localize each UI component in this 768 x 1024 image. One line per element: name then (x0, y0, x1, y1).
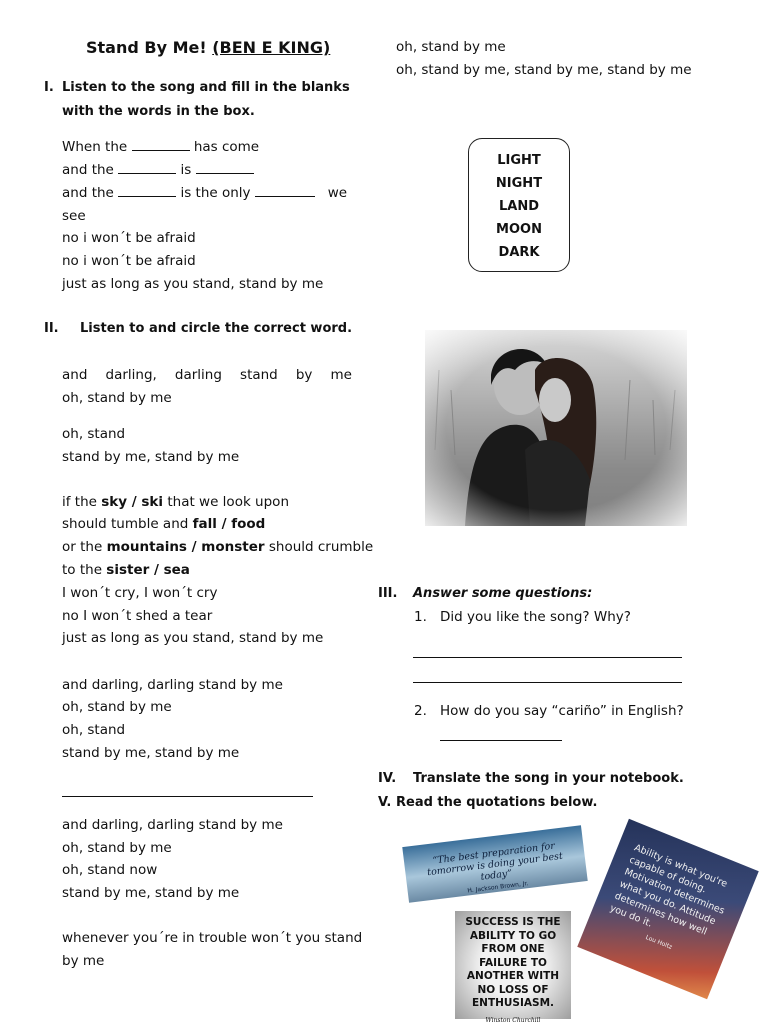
title-artist: (BEN E KING) (212, 38, 331, 57)
lyric-line: whenever you´re in trouble won´t you stand (62, 930, 363, 946)
word-box (468, 138, 570, 272)
couple-photo-image (425, 330, 687, 526)
lyric-line: no I won´t shed a tear (62, 608, 213, 624)
quote-text: Ability is what you're capable of doing. Motivation determines what you do. Attitude determines how well you do it. (608, 842, 729, 938)
lyric-line-choice: should tumble and fall / food (62, 516, 266, 532)
quote-image-preparation (402, 825, 587, 903)
section4-numeral: IV. (378, 771, 397, 786)
question-text: Did you like the song? Why? (440, 609, 631, 625)
answer-line[interactable] (413, 657, 682, 658)
lyric-line: just as long as you stand, stand by me (62, 630, 324, 646)
lyric-line: and darling, darling stand by me (62, 817, 283, 833)
lyric-line: see (62, 208, 86, 224)
lyric-line: oh, stand now (62, 862, 158, 878)
lyric-line: oh, stand by me (62, 390, 172, 406)
section1-heading-2: with the words in the box. (62, 104, 255, 119)
lyric-line-justified: and darling, darling stand by me (62, 367, 352, 383)
answer-line[interactable] (413, 682, 682, 683)
word-box-item: MOON (496, 222, 542, 237)
word-box-item: NIGHT (495, 176, 543, 191)
word-box-item: LAND (498, 199, 539, 214)
lyric-line: oh, stand by me (62, 699, 172, 715)
fill-blank[interactable] (255, 184, 315, 197)
question-text: How do you say “cariño” in English? (440, 703, 684, 719)
lyric-line: stand by me, stand by me (62, 745, 240, 761)
lyric-line: and darling, darling stand by me (62, 677, 283, 693)
section5-numeral: V. (378, 795, 392, 810)
lyric-line-choice: if the sky / ski that we look upon (62, 494, 290, 510)
fill-blank[interactable] (196, 161, 254, 174)
fill-blank[interactable] (118, 184, 176, 197)
lyric-line-choice: or the mountains / monster should crumble (62, 539, 374, 555)
lyric-line: by me (62, 953, 105, 969)
word-box-item: LIGHT (497, 153, 541, 168)
section5-heading: Read the quotations below. (396, 795, 598, 810)
section3-heading: Answer some questions: (413, 586, 593, 601)
lyric-line: no i won´t be afraid (62, 230, 196, 246)
quote-author: Lou Holtz (644, 933, 674, 951)
question-number: 2. (414, 703, 427, 719)
lyric-line: and the is the only we (62, 185, 348, 201)
quote-author: H. Jackson Brown, Jr. (467, 880, 529, 895)
lyric-line: stand by me, stand by me (62, 885, 240, 901)
lyric-line: oh, stand (62, 426, 126, 442)
question-number: 1. (414, 609, 427, 625)
couple-photo (425, 330, 687, 526)
word-choice[interactable]: mountains / monster (106, 539, 265, 555)
lyric-line: stand by me, stand by me (62, 449, 240, 465)
title-text: Stand By Me! (86, 38, 213, 57)
word-choice[interactable]: fall / food (192, 516, 266, 532)
answer-line[interactable] (62, 796, 313, 797)
lyric-line: When the has come (62, 139, 260, 155)
quote-image-ability (577, 819, 759, 999)
lyric-line: no i won´t be afraid (62, 253, 196, 269)
section2-numeral: II. (44, 321, 59, 336)
lyric-line: I won´t cry, I won´t cry (62, 585, 218, 601)
quote-image-success (455, 911, 571, 1024)
lyric-line: just as long as you stand, stand by me (62, 276, 324, 292)
lyric-line: oh, stand (62, 722, 126, 738)
section3-numeral: III. (378, 586, 398, 601)
quote-text: SUCCESS IS THE ABILITY TO GO FROM ONE FAILURE TO ANOTHER WITH NO LOSS OF ENTHUSIASM. (465, 916, 561, 1009)
fill-blank[interactable] (132, 138, 190, 151)
section1-heading: Listen to the song and fill in the blanks (62, 80, 350, 95)
lyric-line: and the is (62, 161, 254, 179)
lyric-line: oh, stand by me, stand by me, stand by me (396, 62, 692, 78)
lyric-line: oh, stand by me (62, 840, 172, 856)
fill-blank[interactable] (118, 161, 176, 174)
section2-heading: Listen to and circle the correct word. (80, 321, 353, 336)
word-choice[interactable]: sister / sea (106, 562, 190, 578)
quote-author: Winston Churchill (485, 1016, 541, 1024)
word-choice[interactable]: sky / ski (101, 494, 164, 510)
answer-line[interactable] (440, 740, 562, 741)
quote-text: “The best preparation for tomorrow is doing your best today” (426, 840, 564, 883)
section1-numeral: I. (44, 80, 54, 95)
page-title (86, 38, 330, 57)
word-box-item: DARK (498, 245, 540, 260)
section4-heading: Translate the song in your notebook. (413, 771, 684, 786)
lyric-line-choice: to the sister / sea (62, 562, 190, 578)
lyric-line: oh, stand by me (396, 39, 506, 55)
